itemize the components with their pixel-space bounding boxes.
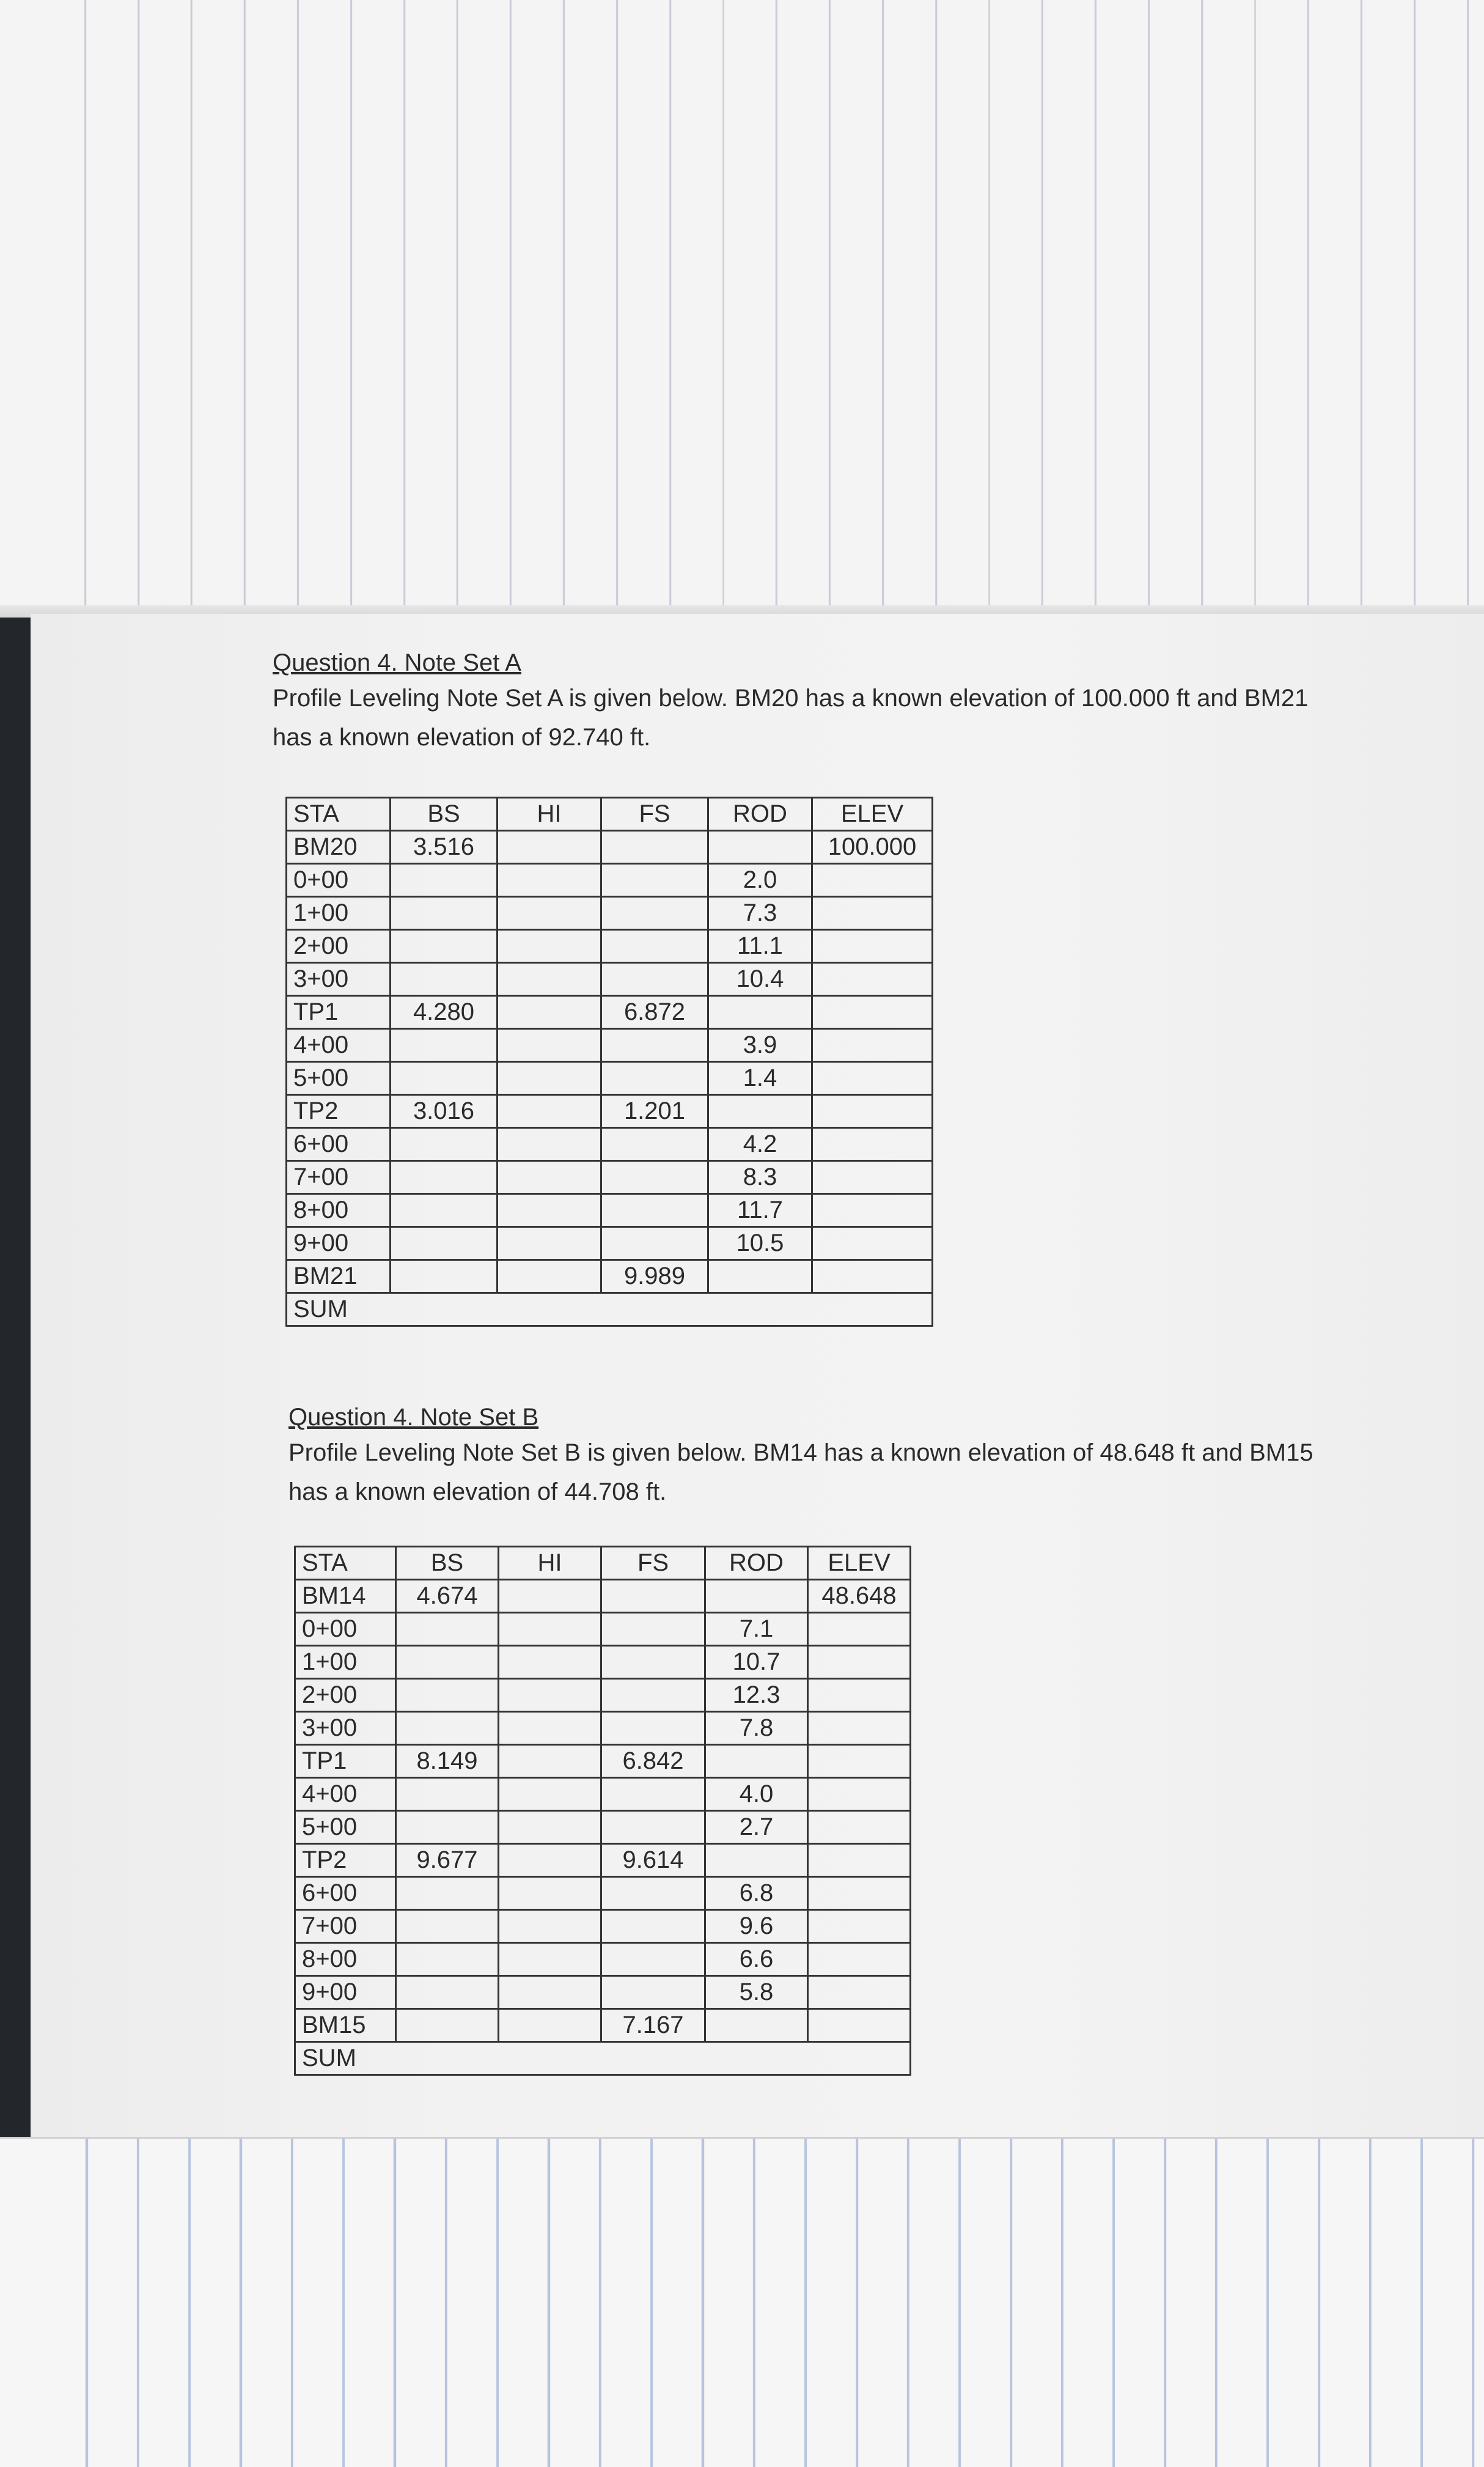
cell-sta: 3+00 xyxy=(287,963,391,996)
set-a-line-2: has a known elevation of 92.740 ft. xyxy=(273,724,651,751)
cell-hi xyxy=(499,1877,601,1910)
cell-rod xyxy=(708,996,812,1029)
table-row xyxy=(295,1943,911,1976)
cell-fs xyxy=(601,1580,705,1613)
cell-rod: 4.0 xyxy=(705,1778,808,1811)
cell-sta: 0+00 xyxy=(295,1613,396,1646)
cell-rod: 6.6 xyxy=(705,1943,808,1976)
table-row xyxy=(287,963,933,996)
cell-bs xyxy=(396,1778,499,1811)
table-row xyxy=(287,1194,933,1227)
cell-fs xyxy=(601,1778,705,1811)
cell-fs: 9.989 xyxy=(601,1260,708,1293)
cell-rod xyxy=(705,1844,808,1877)
cell-sta: 1+00 xyxy=(287,897,391,930)
cell-fs xyxy=(601,1811,705,1844)
cell-elev xyxy=(808,1877,911,1910)
cell-rod xyxy=(708,1095,812,1128)
cell-bs xyxy=(396,1877,499,1910)
cell-rod: 7.8 xyxy=(705,1712,808,1745)
table-row xyxy=(295,1778,911,1811)
header-hi: HI xyxy=(499,1547,601,1580)
cell-elev: 48.648 xyxy=(808,1580,911,1613)
cell-hi xyxy=(499,1778,601,1811)
cell-fs: 6.842 xyxy=(601,1745,705,1778)
cell-fs xyxy=(601,897,708,930)
table-row xyxy=(295,1745,911,1778)
cell-hi xyxy=(498,864,601,897)
cell-hi xyxy=(498,1095,601,1128)
cell-sta: 9+00 xyxy=(287,1227,391,1260)
header-elev: ELEV xyxy=(812,798,933,831)
cell-fs xyxy=(601,1227,708,1260)
cell-rod: 12.3 xyxy=(705,1679,808,1712)
cell-hi xyxy=(498,930,601,963)
sum-row xyxy=(287,1293,933,1326)
table-row xyxy=(287,996,933,1029)
cell-hi xyxy=(499,1943,601,1976)
cell-elev xyxy=(812,1095,933,1128)
table-row xyxy=(295,1811,911,1844)
cell-elev xyxy=(812,1227,933,1260)
cell-fs xyxy=(601,1128,708,1161)
table-row xyxy=(287,864,933,897)
cell-elev xyxy=(808,1613,911,1646)
cell-hi xyxy=(499,1811,601,1844)
header-rod: ROD xyxy=(708,798,812,831)
cell-rod: 11.1 xyxy=(708,930,812,963)
table-row xyxy=(295,1646,911,1679)
cell-rod xyxy=(705,2009,808,2042)
cell-hi xyxy=(498,1128,601,1161)
cell-sta: BM14 xyxy=(295,1580,396,1613)
cell-fs xyxy=(601,1062,708,1095)
cell-bs xyxy=(391,963,498,996)
cell-sta: 6+00 xyxy=(295,1877,396,1910)
cell-bs xyxy=(391,897,498,930)
set-b-line-2: has a known elevation of 44.708 ft. xyxy=(288,1478,667,1505)
table-row xyxy=(295,1976,911,2009)
table-row xyxy=(287,1128,933,1161)
cell-fs xyxy=(601,963,708,996)
cell-elev xyxy=(808,1910,911,1943)
cell-hi xyxy=(499,1712,601,1745)
cell-fs xyxy=(601,1712,705,1745)
cell-rod: 1.4 xyxy=(708,1062,812,1095)
cell-fs xyxy=(601,1910,705,1943)
cell-elev xyxy=(808,1679,911,1712)
table-header-row xyxy=(295,1547,911,1580)
cell-bs xyxy=(391,864,498,897)
cell-bs: 4.674 xyxy=(396,1580,499,1613)
set-b-title: Question 4. Note Set B xyxy=(288,1404,539,1431)
cell-bs xyxy=(396,2009,499,2042)
cell-sta: 8+00 xyxy=(295,1943,396,1976)
table-row xyxy=(295,1679,911,1712)
table-row xyxy=(295,1613,911,1646)
cell-hi xyxy=(499,1679,601,1712)
cell-bs: 3.016 xyxy=(391,1095,498,1128)
cell-rod xyxy=(705,1745,808,1778)
table-row xyxy=(295,1910,911,1943)
cell-hi xyxy=(499,1976,601,2009)
cell-hi xyxy=(498,1062,601,1095)
cell-hi xyxy=(499,1844,601,1877)
cell-bs xyxy=(391,1161,498,1194)
cell-sta: BM20 xyxy=(287,831,391,864)
table-row xyxy=(287,930,933,963)
cell-hi xyxy=(499,1910,601,1943)
cell-elev xyxy=(812,1194,933,1227)
cell-hi xyxy=(499,1646,601,1679)
cell-rod: 2.7 xyxy=(705,1811,808,1844)
cell-fs xyxy=(601,1679,705,1712)
header-sta: STA xyxy=(295,1547,396,1580)
cell-sta: 0+00 xyxy=(287,864,391,897)
cell-bs xyxy=(396,1646,499,1679)
cell-elev xyxy=(812,1260,933,1293)
cell-bs xyxy=(391,930,498,963)
sum-label: SUM xyxy=(287,1293,933,1326)
cell-fs: 9.614 xyxy=(601,1844,705,1877)
cell-hi xyxy=(498,1260,601,1293)
cell-rod: 10.5 xyxy=(708,1227,812,1260)
cell-fs: 7.167 xyxy=(601,2009,705,2042)
cell-sta: BM21 xyxy=(287,1260,391,1293)
notebook-paper-top xyxy=(0,0,1484,618)
table-row xyxy=(287,1062,933,1095)
table-row xyxy=(295,1877,911,1910)
cell-sta: TP1 xyxy=(287,996,391,1029)
cell-sta: 1+00 xyxy=(295,1646,396,1679)
table-row xyxy=(295,1712,911,1745)
cell-bs xyxy=(391,1194,498,1227)
cell-hi xyxy=(498,1161,601,1194)
table-row xyxy=(295,2009,911,2042)
cell-fs: 1.201 xyxy=(601,1095,708,1128)
cell-bs xyxy=(396,1613,499,1646)
table-row xyxy=(287,831,933,864)
cell-sta: 6+00 xyxy=(287,1128,391,1161)
table-row xyxy=(287,1095,933,1128)
cell-elev xyxy=(808,1976,911,2009)
table-row xyxy=(295,1580,911,1613)
cell-rod: 10.4 xyxy=(708,963,812,996)
cell-bs xyxy=(396,1943,499,1976)
cell-elev xyxy=(812,930,933,963)
cell-bs: 8.149 xyxy=(396,1745,499,1778)
cell-bs xyxy=(391,1128,498,1161)
cell-fs xyxy=(601,1613,705,1646)
cell-sta: 8+00 xyxy=(287,1194,391,1227)
cell-sta: TP2 xyxy=(287,1095,391,1128)
cell-hi xyxy=(499,2009,601,2042)
set-b-line-1: Profile Leveling Note Set B is given below. BM14 has a known elevation of 48.648 ft and BM15 xyxy=(288,1439,1313,1466)
cell-bs xyxy=(391,1260,498,1293)
cell-hi xyxy=(498,1194,601,1227)
cell-hi xyxy=(498,897,601,930)
cell-rod: 6.8 xyxy=(705,1877,808,1910)
table-row xyxy=(287,897,933,930)
cell-elev: 100.000 xyxy=(812,831,933,864)
sum-row xyxy=(295,2042,911,2075)
set-a-line-1: Profile Leveling Note Set A is given below. BM20 has a known elevation of 100.000 ft and BM21 xyxy=(273,685,1309,712)
cell-elev xyxy=(812,1062,933,1095)
cell-rod xyxy=(705,1580,808,1613)
cell-rod: 9.6 xyxy=(705,1910,808,1943)
header-bs: BS xyxy=(391,798,498,831)
cell-sta: 7+00 xyxy=(287,1161,391,1194)
cell-bs xyxy=(396,1976,499,2009)
table-row xyxy=(287,1161,933,1194)
cell-sta: 2+00 xyxy=(287,930,391,963)
cell-sta: 5+00 xyxy=(295,1811,396,1844)
set-b-leveling-table xyxy=(294,1546,911,2076)
cell-rod: 2.0 xyxy=(708,864,812,897)
cell-elev xyxy=(812,1161,933,1194)
cell-hi xyxy=(498,1029,601,1062)
cell-sta: TP1 xyxy=(295,1745,396,1778)
cell-sta: 4+00 xyxy=(295,1778,396,1811)
header-sta: STA xyxy=(287,798,391,831)
cell-rod: 8.3 xyxy=(708,1161,812,1194)
cell-sta: 3+00 xyxy=(295,1712,396,1745)
cell-hi xyxy=(499,1580,601,1613)
table-row xyxy=(287,1029,933,1062)
set-a-leveling-table xyxy=(285,797,933,1327)
cell-elev xyxy=(812,897,933,930)
table-row xyxy=(295,1844,911,1877)
cell-rod: 11.7 xyxy=(708,1194,812,1227)
table-row xyxy=(287,1227,933,1260)
cell-rod: 7.1 xyxy=(705,1613,808,1646)
cell-rod: 3.9 xyxy=(708,1029,812,1062)
cell-bs xyxy=(396,1679,499,1712)
cell-fs xyxy=(601,1646,705,1679)
sum-label: SUM xyxy=(295,2042,911,2075)
cell-fs xyxy=(601,930,708,963)
cell-hi xyxy=(498,831,601,864)
cell-fs xyxy=(601,1943,705,1976)
table-row xyxy=(287,1260,933,1293)
cell-rod xyxy=(708,1260,812,1293)
cell-hi xyxy=(498,1227,601,1260)
cell-elev xyxy=(808,1811,911,1844)
cell-elev xyxy=(808,1646,911,1679)
header-fs: FS xyxy=(601,1547,705,1580)
cell-fs xyxy=(601,1161,708,1194)
cell-fs xyxy=(601,1976,705,2009)
cell-fs: 6.872 xyxy=(601,996,708,1029)
cell-hi xyxy=(499,1613,601,1646)
cell-fs xyxy=(601,831,708,864)
cell-elev xyxy=(808,2009,911,2042)
cell-sta: 9+00 xyxy=(295,1976,396,2009)
cell-bs: 3.516 xyxy=(391,831,498,864)
set-a-title: Question 4. Note Set A xyxy=(273,649,521,676)
cell-elev xyxy=(812,1128,933,1161)
cell-elev xyxy=(808,1943,911,1976)
cell-elev xyxy=(808,1745,911,1778)
cell-elev xyxy=(812,963,933,996)
cell-hi xyxy=(499,1745,601,1778)
cell-elev xyxy=(808,1844,911,1877)
cell-fs xyxy=(601,1194,708,1227)
cell-hi xyxy=(498,996,601,1029)
notebook-paper-bottom xyxy=(0,2137,1484,2467)
cell-fs xyxy=(601,1877,705,1910)
header-hi: HI xyxy=(498,798,601,831)
header-elev: ELEV xyxy=(808,1547,911,1580)
cell-elev xyxy=(808,1778,911,1811)
cell-bs: 4.280 xyxy=(391,996,498,1029)
cell-fs xyxy=(601,1029,708,1062)
cell-bs: 9.677 xyxy=(396,1844,499,1877)
cell-bs xyxy=(391,1062,498,1095)
cell-sta: 4+00 xyxy=(287,1029,391,1062)
cell-rod: 10.7 xyxy=(705,1646,808,1679)
set-b-description xyxy=(288,1428,1450,1516)
cell-hi xyxy=(498,963,601,996)
header-rod: ROD xyxy=(705,1547,808,1580)
cell-rod: 4.2 xyxy=(708,1128,812,1161)
cell-sta: 5+00 xyxy=(287,1062,391,1095)
cell-rod xyxy=(708,831,812,864)
cell-fs xyxy=(601,864,708,897)
table-header-row xyxy=(287,798,933,831)
cell-sta: 2+00 xyxy=(295,1679,396,1712)
cell-elev xyxy=(812,996,933,1029)
cell-bs xyxy=(396,1811,499,1844)
cell-sta: TP2 xyxy=(295,1844,396,1877)
cell-bs xyxy=(396,1910,499,1943)
cell-rod: 7.3 xyxy=(708,897,812,930)
cell-sta: 7+00 xyxy=(295,1910,396,1943)
cell-elev xyxy=(808,1712,911,1745)
cell-bs xyxy=(391,1227,498,1260)
set-a-description xyxy=(273,674,1434,762)
cell-sta: BM15 xyxy=(295,2009,396,2042)
cell-bs xyxy=(391,1029,498,1062)
cell-rod: 5.8 xyxy=(705,1976,808,2009)
cell-elev xyxy=(812,1029,933,1062)
header-bs: BS xyxy=(396,1547,499,1580)
cell-bs xyxy=(396,1712,499,1745)
cell-elev xyxy=(812,864,933,897)
header-fs: FS xyxy=(601,798,708,831)
